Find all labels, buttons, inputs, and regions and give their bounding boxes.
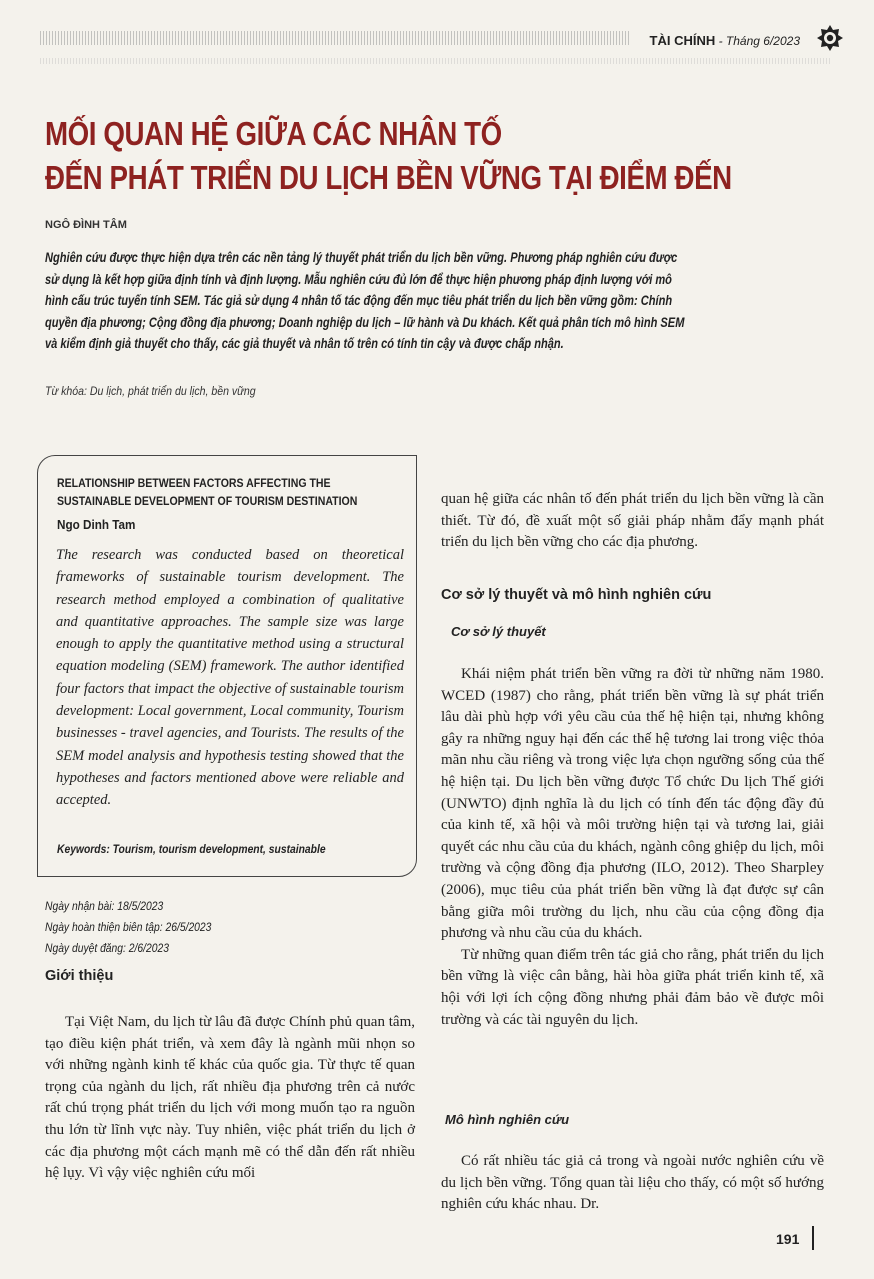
date-revised: Ngày hoàn thiện biên tập: 26/5/2023	[45, 920, 212, 934]
model-column	[441, 1151, 824, 1216]
journal-name: TÀI CHÍNH	[649, 33, 716, 48]
header-decoration-secondary	[40, 58, 830, 64]
page-number: 191	[776, 1231, 800, 1247]
intro-paragraph: Tại Việt Nam, du lịch từ lâu đã được Chính phủ quan tâm, tạo điều kiện phát triển, và xem đây là ngành mũi nhọn so với những ngành kinh tế khác của quốc gia. Từ thực tế quan trọng của ngành du lịch, rất nhiều địa phương trên cả nước rất chú trọng phát triển du lịch với mong muốn tạo ra nguồn thu lớn từ lĩnh vực này. Tuy nhiên, việc phát triển du lịch ở các địa phương một cách mạnh mẽ có thể dẫn đến rất nhiều hệ lụy. Vì vậy việc nghiên cứu mối	[45, 1014, 415, 1182]
english-author: Ngo Dinh Tam	[57, 517, 136, 532]
header-decoration	[40, 31, 630, 45]
english-keywords: Keywords: Tourism, tourism development, sustainable	[57, 842, 326, 856]
page-number-rule	[812, 1226, 814, 1250]
vietnamese-abstract: Nghiên cứu được thực hiện dựa trên các nền tảng lý thuyết phát triển du lịch bền vững. Phương pháp nghiên cứu được sử dụng là kết hợp giữa định tính và định lượng. Mẫu nghiên cứu đủ lớn để thực hiện phương pháp định lượng với mô hình cấu trúc tuyến tính SEM. Tác giả sử dụng 4 nhân tố tác động đến mục tiêu phát triển du lịch bền vững gồm: Chính quyền địa phương; Cộng đồng địa phương; Doanh nghiệp du lịch – lữ hành và Du khách. Kết quả phân tích mô hình SEM và kiểm định giả thuyết cho thấy, các giả thuyết và nhân tố trên có tính tin cậy và được chấp nhận.	[45, 250, 685, 351]
journal-logo-icon	[816, 24, 844, 52]
theory-heading: Cơ sở lý thuyết và mô hình nghiên cứu	[441, 587, 712, 603]
intro-column-left	[45, 1012, 415, 1185]
english-title-line-2: SUSTAINABLE DEVELOPMENT OF TOURISM DESTINATION	[57, 494, 358, 508]
intro-paragraph-continued: quan hệ giữa các nhân tố đến phát triển du lịch bền vững là cần thiết. Từ đó, đề xuất một số giải pháp nhằm đẩy mạnh phát triển du lịch bền vững cho các địa phương.	[441, 491, 824, 551]
publication-dates	[45, 896, 211, 959]
date-accepted: Ngày duyệt đăng: 2/6/2023	[45, 941, 169, 955]
date-received: Ngày nhận bài: 18/5/2023	[45, 899, 164, 913]
model-paragraph: Có rất nhiều tác giả cả trong và ngoài nước nghiên cứu về du lịch bền vững. Tổng quan tài liệu cho thấy, có một số hướng nghiên cứu khác nhau. Dr.	[441, 1153, 824, 1213]
model-subheading: Mô hình nghiên cứu	[445, 1112, 570, 1127]
english-abstract: The research was conducted based on theoretical frameworks of sustainable tourism development. The research method employed a combination of qualitative and quantitative approaches. The sample size was large enough to apply the quantitative method using a structural equation modeling (SEM) framework. The author identified four factors that impact the objective of sustainable tourism development: Local government, Local community, Tourism businesses - travel agencies, and Tourists. The results of the SEM model analysis and hypothesis testing showed that the hypotheses and factors mentioned above were reliable and accepted.	[56, 547, 404, 809]
theory-paragraph-2: Từ những quan điểm trên tác giả cho rằng, phát triển du lịch bền vững là việc cân bằng, hài hòa giữa phát triển kinh tế, xã hội với lợi ích cộng đồng nhưng phải đảm bảo về được môi trường và các tài nguyên du lịch.	[441, 946, 824, 1028]
intro-column-right	[441, 489, 824, 554]
running-header	[650, 33, 800, 48]
title-line-1: MỐI QUAN HỆ GIỮA CÁC NHÂN TỐ	[45, 115, 502, 152]
intro-heading: Giới thiệu	[45, 968, 114, 984]
article-title	[45, 112, 732, 200]
title-line-2: ĐẾN PHÁT TRIỂN DU LỊCH BỀN VỮNG TẠI ĐIỂM ĐẾN	[45, 159, 732, 196]
english-title-line-1: RELATIONSHIP BETWEEN FACTORS AFFECTING THE	[57, 476, 331, 490]
issue-date: - Tháng 6/2023	[715, 34, 800, 48]
theory-subheading: Cơ sở lý thuyết	[451, 624, 546, 639]
vietnamese-keywords: Từ khóa: Du lịch, phát triển du lịch, bền vững	[45, 384, 256, 398]
theory-column	[441, 664, 824, 1031]
article-author: NGÔ ĐÌNH TÂM	[45, 219, 127, 231]
theory-paragraph-1: Khái niệm phát triển bền vững ra đời từ những năm 1980. WCED (1987) cho rằng, phát triển bền vững là sự phát triển lâu dài phù hợp với yêu cầu của thế hệ hiện tại, nhưng không gây ra những nguy hại đến các thế hệ tương lai trong việc thỏa mãn nhu cầu riêng và trong việc lựa chọn ngưỡng sống của thế hệ hiện tại. Du lịch bền vững được Tổ chức Du lịch Thế giới (UNWTO) định nghĩa là du lịch có tính đến tác động đầy đủ của kinh tế, xã hội và môi trường hiện tại và tương lai, giải quyết các nhu cầu của du khách, ngành công ghiệp du lịch, môi trường và cộng đồng địa phương (ILO, 2012). Theo Sharpley (2006), mục tiêu của phát triển bền vững là đạt được sự cân bằng giữa môi trường du lịch, nhu cầu của cộng đồng địa phương và nhu cầu của du khách.	[441, 666, 824, 942]
english-title	[57, 474, 357, 510]
